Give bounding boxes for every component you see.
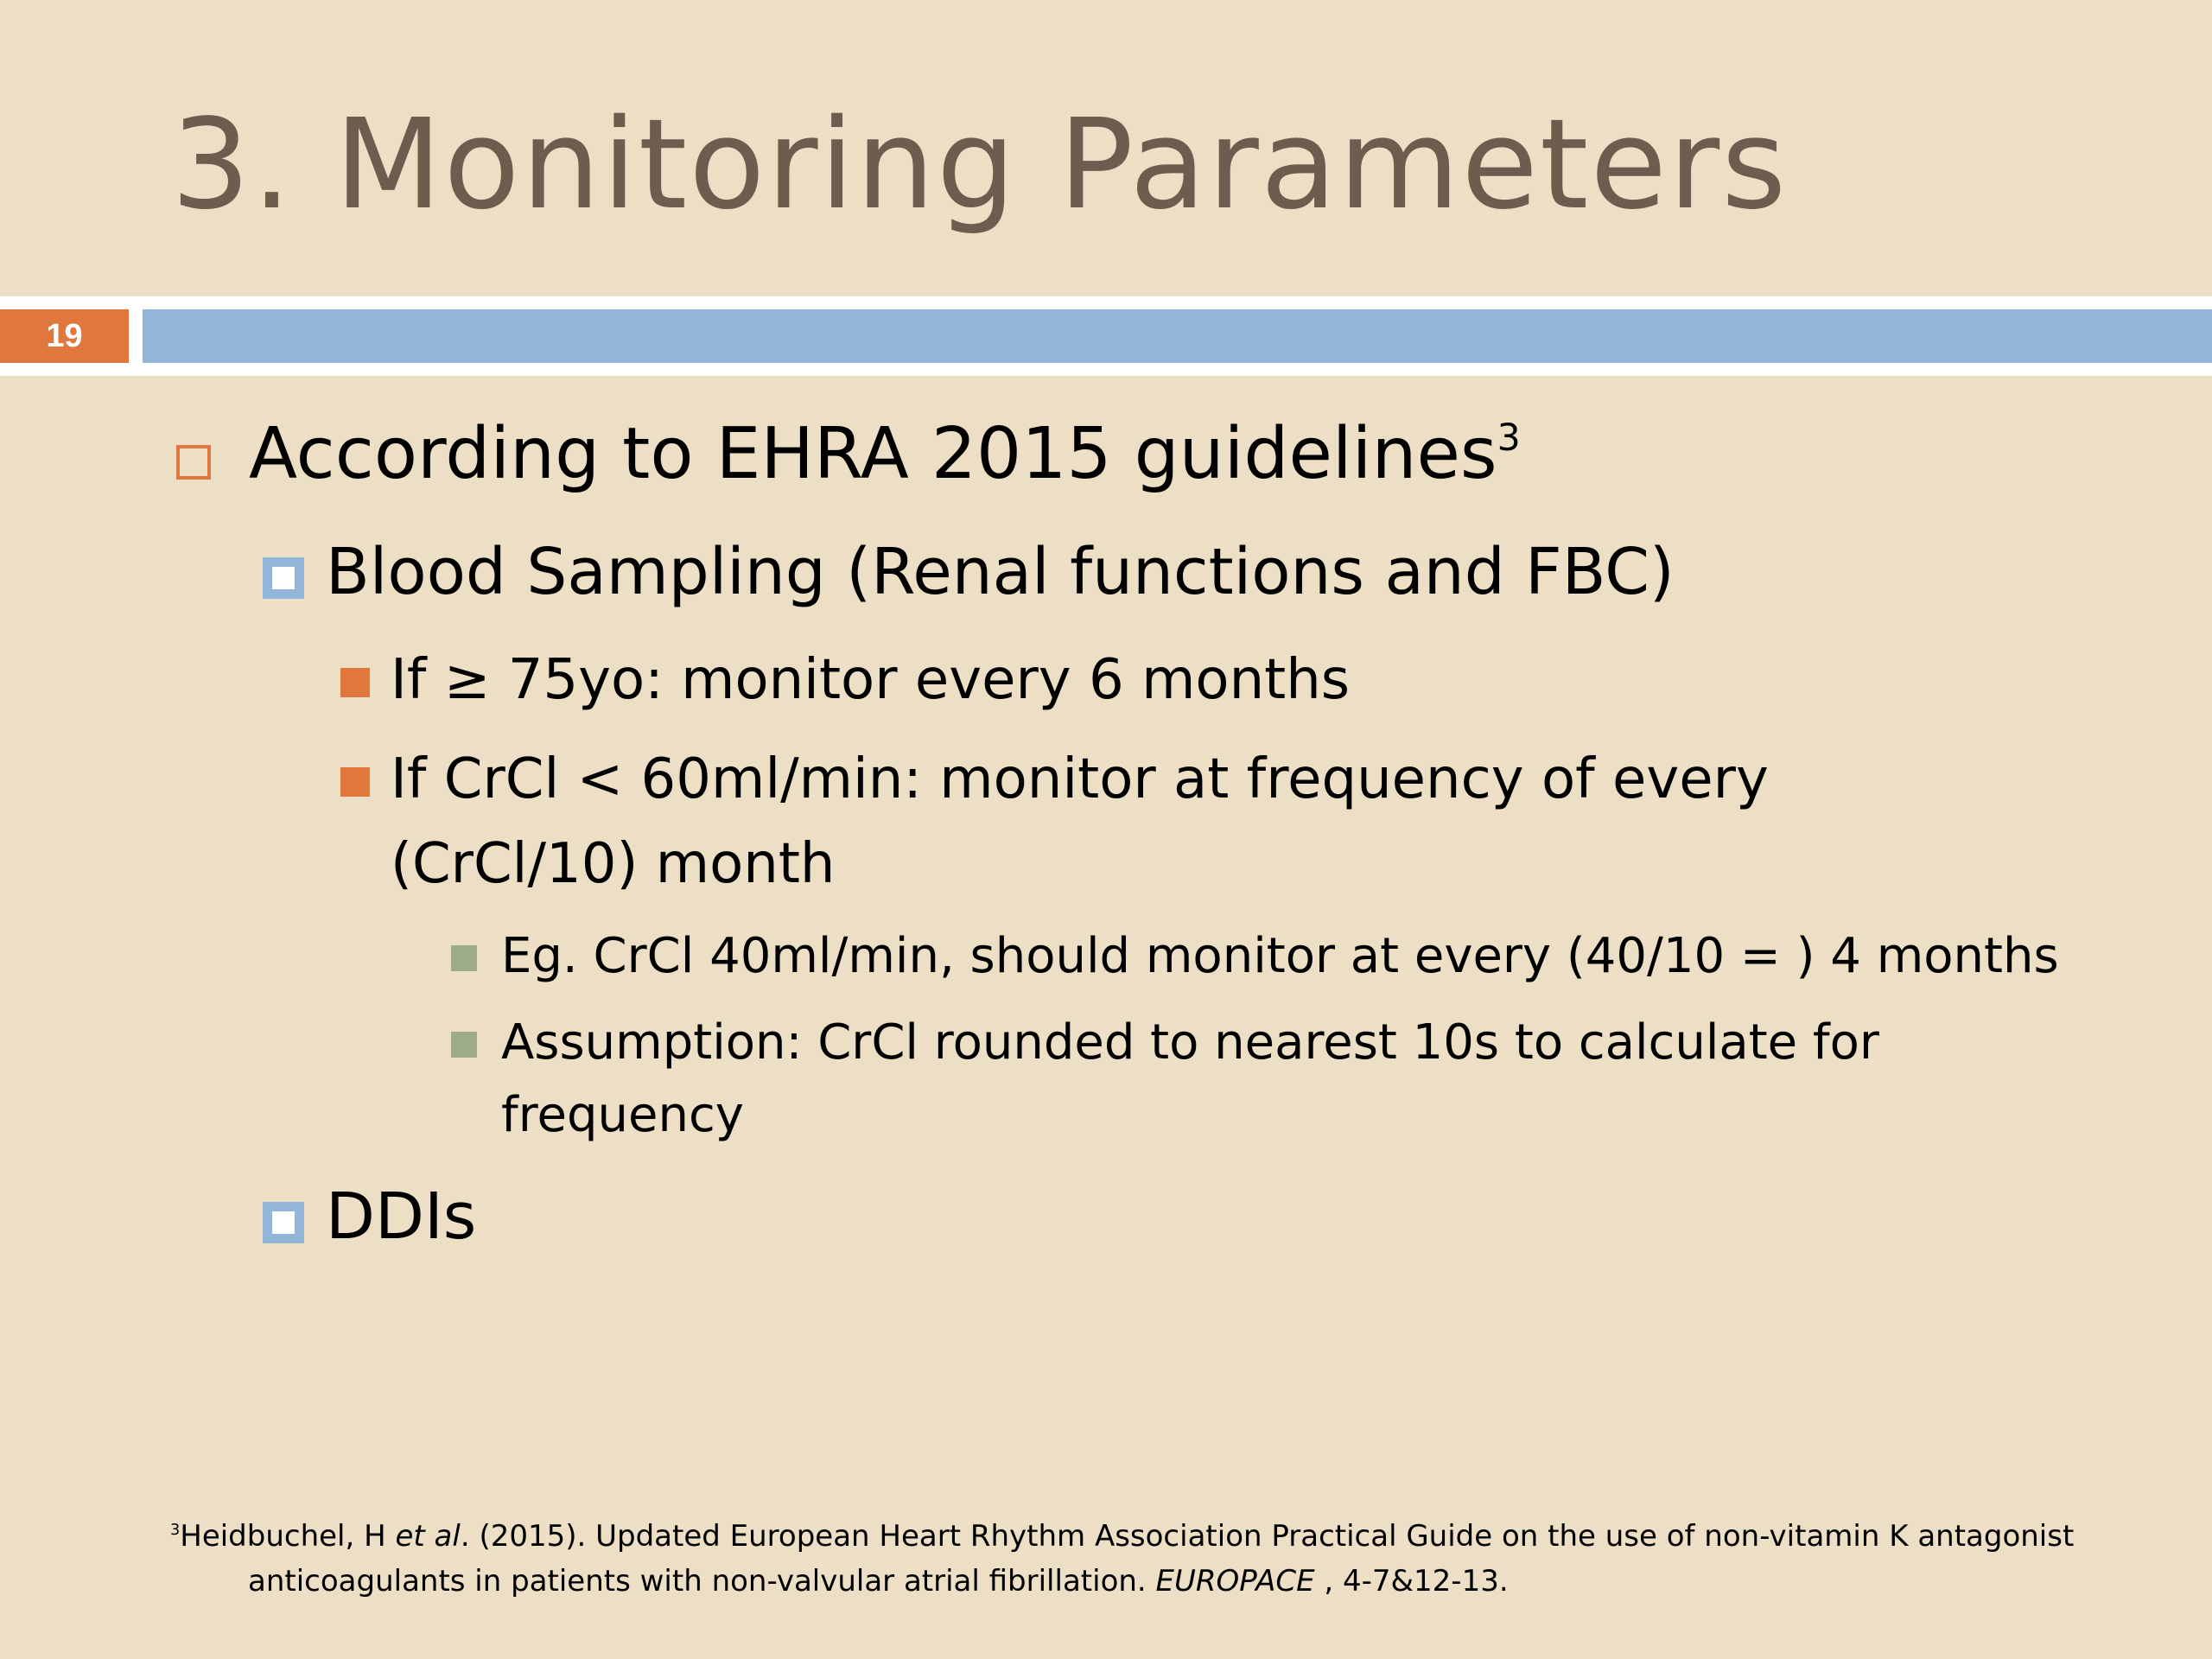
reference-superscript: 3 [1497, 416, 1521, 461]
bullet-example: Eg. CrCl 40ml/min, should monitor at every (40/10 = ) 4 months [501, 928, 2059, 984]
footnote-line2 [248, 1564, 1509, 1599]
orange-square-bullet-icon [340, 767, 370, 797]
header-accent-bar [143, 309, 2212, 363]
bullet-age-rule: If ≥ 75yo: monitor every 6 months [391, 648, 1351, 712]
orange-square-bullet-icon [340, 668, 370, 697]
green-square-bullet-icon [451, 1032, 477, 1058]
footnote-title: . (2015). Updated European Heart Rhythm Association Practical Guide on the use of non-vitamin K antagonist [460, 1519, 2075, 1554]
footnote-pages: , 4-7&12-13. [1314, 1564, 1509, 1599]
footnote-journal: EUROPACE [1155, 1564, 1315, 1599]
footnote-author: Heidbuchel, H [180, 1519, 396, 1554]
green-square-bullet-icon [451, 945, 477, 971]
bullet-assumption-line2: frequency [501, 1087, 744, 1143]
slide-title: 3. Monitoring Parameters [171, 92, 1789, 237]
slide-number: 19 [0, 309, 129, 363]
footnote-etal: et al [395, 1519, 461, 1554]
blue-square-bullet-icon [263, 1202, 304, 1243]
ehra-guidelines-text: According to EHRA 2015 guidelines [249, 413, 1497, 495]
bullet-crcl-rule-line1: If CrCl < 60ml/min: monitor at frequency of every [391, 747, 1769, 811]
blue-square-bullet-icon [263, 557, 304, 599]
bullet-blood-sampling: Blood Sampling (Renal functions and FBC) [326, 535, 1675, 609]
footnote-line1 [170, 1519, 2074, 1554]
bullet-assumption-line1: Assumption: CrCl rounded to nearest 10s to calculate for [501, 1014, 1879, 1071]
footnote-superscript: 3 [170, 1521, 181, 1539]
hollow-square-bullet-icon [176, 445, 211, 480]
bullet-crcl-rule-line2: (CrCl/10) month [391, 832, 836, 896]
bullet-ehra-guidelines [249, 413, 1521, 495]
footnote-title-cont: anticoagulants in patients with non-valvular atrial fibrillation. [248, 1564, 1156, 1599]
bullet-ddis: DDIs [326, 1179, 477, 1254]
